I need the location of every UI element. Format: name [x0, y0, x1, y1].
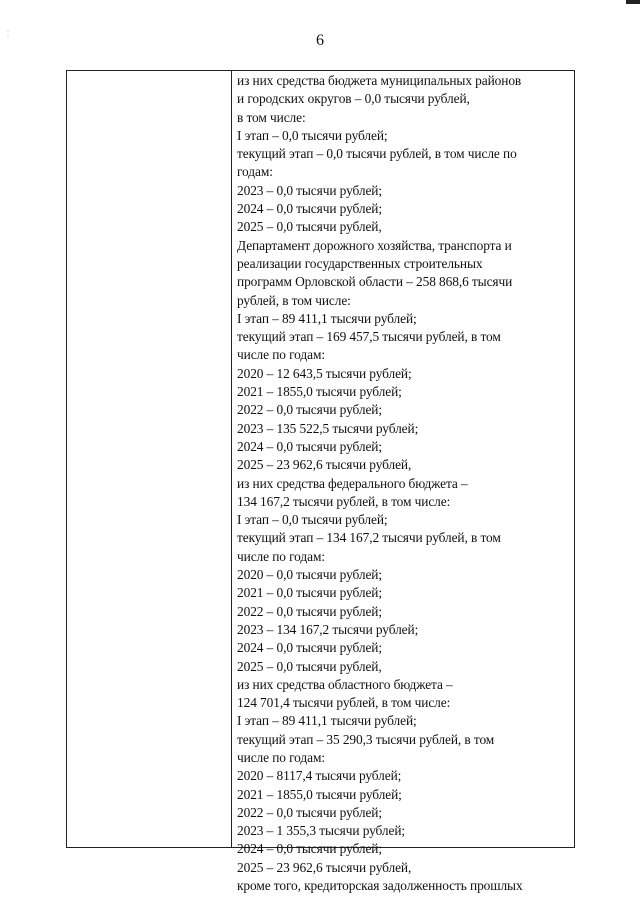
text-line: текущий этап – 169 457,5 тысячи рублей, в том: [237, 329, 501, 345]
table-right-cell: [232, 71, 574, 895]
text-line: из них средства бюджета муниципальных районов: [237, 73, 522, 88]
text-line: 2023 – 1 355,3 тысячи рублей;: [237, 823, 406, 839]
text-line: в том числе:: [237, 109, 306, 125]
text-line: Департамент дорожного хозяйства, транспорта и: [237, 237, 512, 253]
text-line: 2021 – 0,0 тысячи рублей;: [237, 585, 382, 601]
budget-table: [66, 70, 575, 894]
text-line: из них средства областного бюджета –: [237, 676, 453, 692]
table-left-cell: [67, 71, 232, 847]
text-line: 2021 – 1855,0 тысячи рублей;: [237, 786, 402, 802]
text-line: 134 167,2 тысячи рублей, в том числе:: [237, 493, 451, 509]
text-line: числе по годам:: [237, 749, 325, 765]
text-line: 2022 – 0,0 тысячи рублей;: [237, 804, 382, 820]
text-line: программ Орловской области – 258 868,6 тысячи: [237, 274, 513, 290]
text-line: 2024 – 0,0 тысячи рублей;: [237, 201, 382, 217]
text-line: 2023 – 135 522,5 тысячи рублей;: [237, 420, 419, 436]
text-line: 2024 – 0,0 тысячи рублей;: [237, 841, 382, 857]
text-line: 2021 – 1855,0 тысячи рублей;: [237, 384, 402, 400]
text-line: 2024 – 0,0 тысячи рублей;: [237, 438, 382, 454]
text-line: I этап – 89 411,1 тысячи рублей;: [237, 713, 417, 729]
text-line: годам:: [237, 164, 273, 180]
text-line: 2022 – 0,0 тысячи рублей;: [237, 603, 382, 619]
text-line: I этап – 89 411,1 тысячи рублей;: [237, 310, 417, 326]
text-line: 2025 – 0,0 тысячи рублей,: [237, 658, 382, 674]
text-line: 2023 – 134 167,2 тысячи рублей;: [237, 621, 419, 637]
page-number: 6: [316, 32, 324, 49]
text-line: 2024 – 0,0 тысячи рублей;: [237, 640, 382, 656]
corner-mark: [626, 0, 640, 4]
scan-speck: ⋮: [4, 30, 12, 39]
text-line: 2025 – 0,0 тысячи рублей,: [237, 219, 382, 235]
text-line: 2025 – 23 962,6 тысячи рублей,: [237, 859, 412, 875]
text-line: кроме того, кредиторская задолженность прошлых: [237, 878, 523, 894]
text-line: числе по годам:: [237, 548, 325, 564]
text-line: 2025 – 23 962,6 тысячи рублей,: [237, 457, 412, 473]
text-line: и городских округов – 0,0 тысячи рублей,: [237, 91, 470, 107]
text-line: 2020 – 0,0 тысячи рублей;: [237, 567, 382, 583]
text-line: I этап – 0,0 тысячи рублей;: [237, 127, 388, 143]
text-line: I этап – 0,0 тысячи рублей;: [237, 512, 388, 528]
text-line: 2020 – 12 643,5 тысячи рублей;: [237, 365, 412, 381]
text-line: числе по годам:: [237, 347, 325, 363]
text-line: рублей, в том числе:: [237, 292, 351, 308]
text-line: реализации государственных строительных: [237, 255, 483, 271]
text-line: 124 701,4 тысячи рублей, в том числе:: [237, 695, 451, 711]
text-line: текущий этап – 35 290,3 тысячи рублей, в том: [237, 731, 495, 747]
text-line: текущий этап – 134 167,2 тысячи рублей, в том: [237, 530, 501, 546]
text-line: 2023 – 0,0 тысячи рублей;: [237, 182, 382, 198]
text-line: 2020 – 8117,4 тысячи рублей;: [237, 768, 402, 784]
text-line: 2022 – 0,0 тысячи рублей;: [237, 402, 382, 418]
text-line: из них средства федерального бюджета –: [237, 475, 468, 491]
text-line: текущий этап – 0,0 тысячи рублей, в том числе по: [237, 146, 517, 162]
